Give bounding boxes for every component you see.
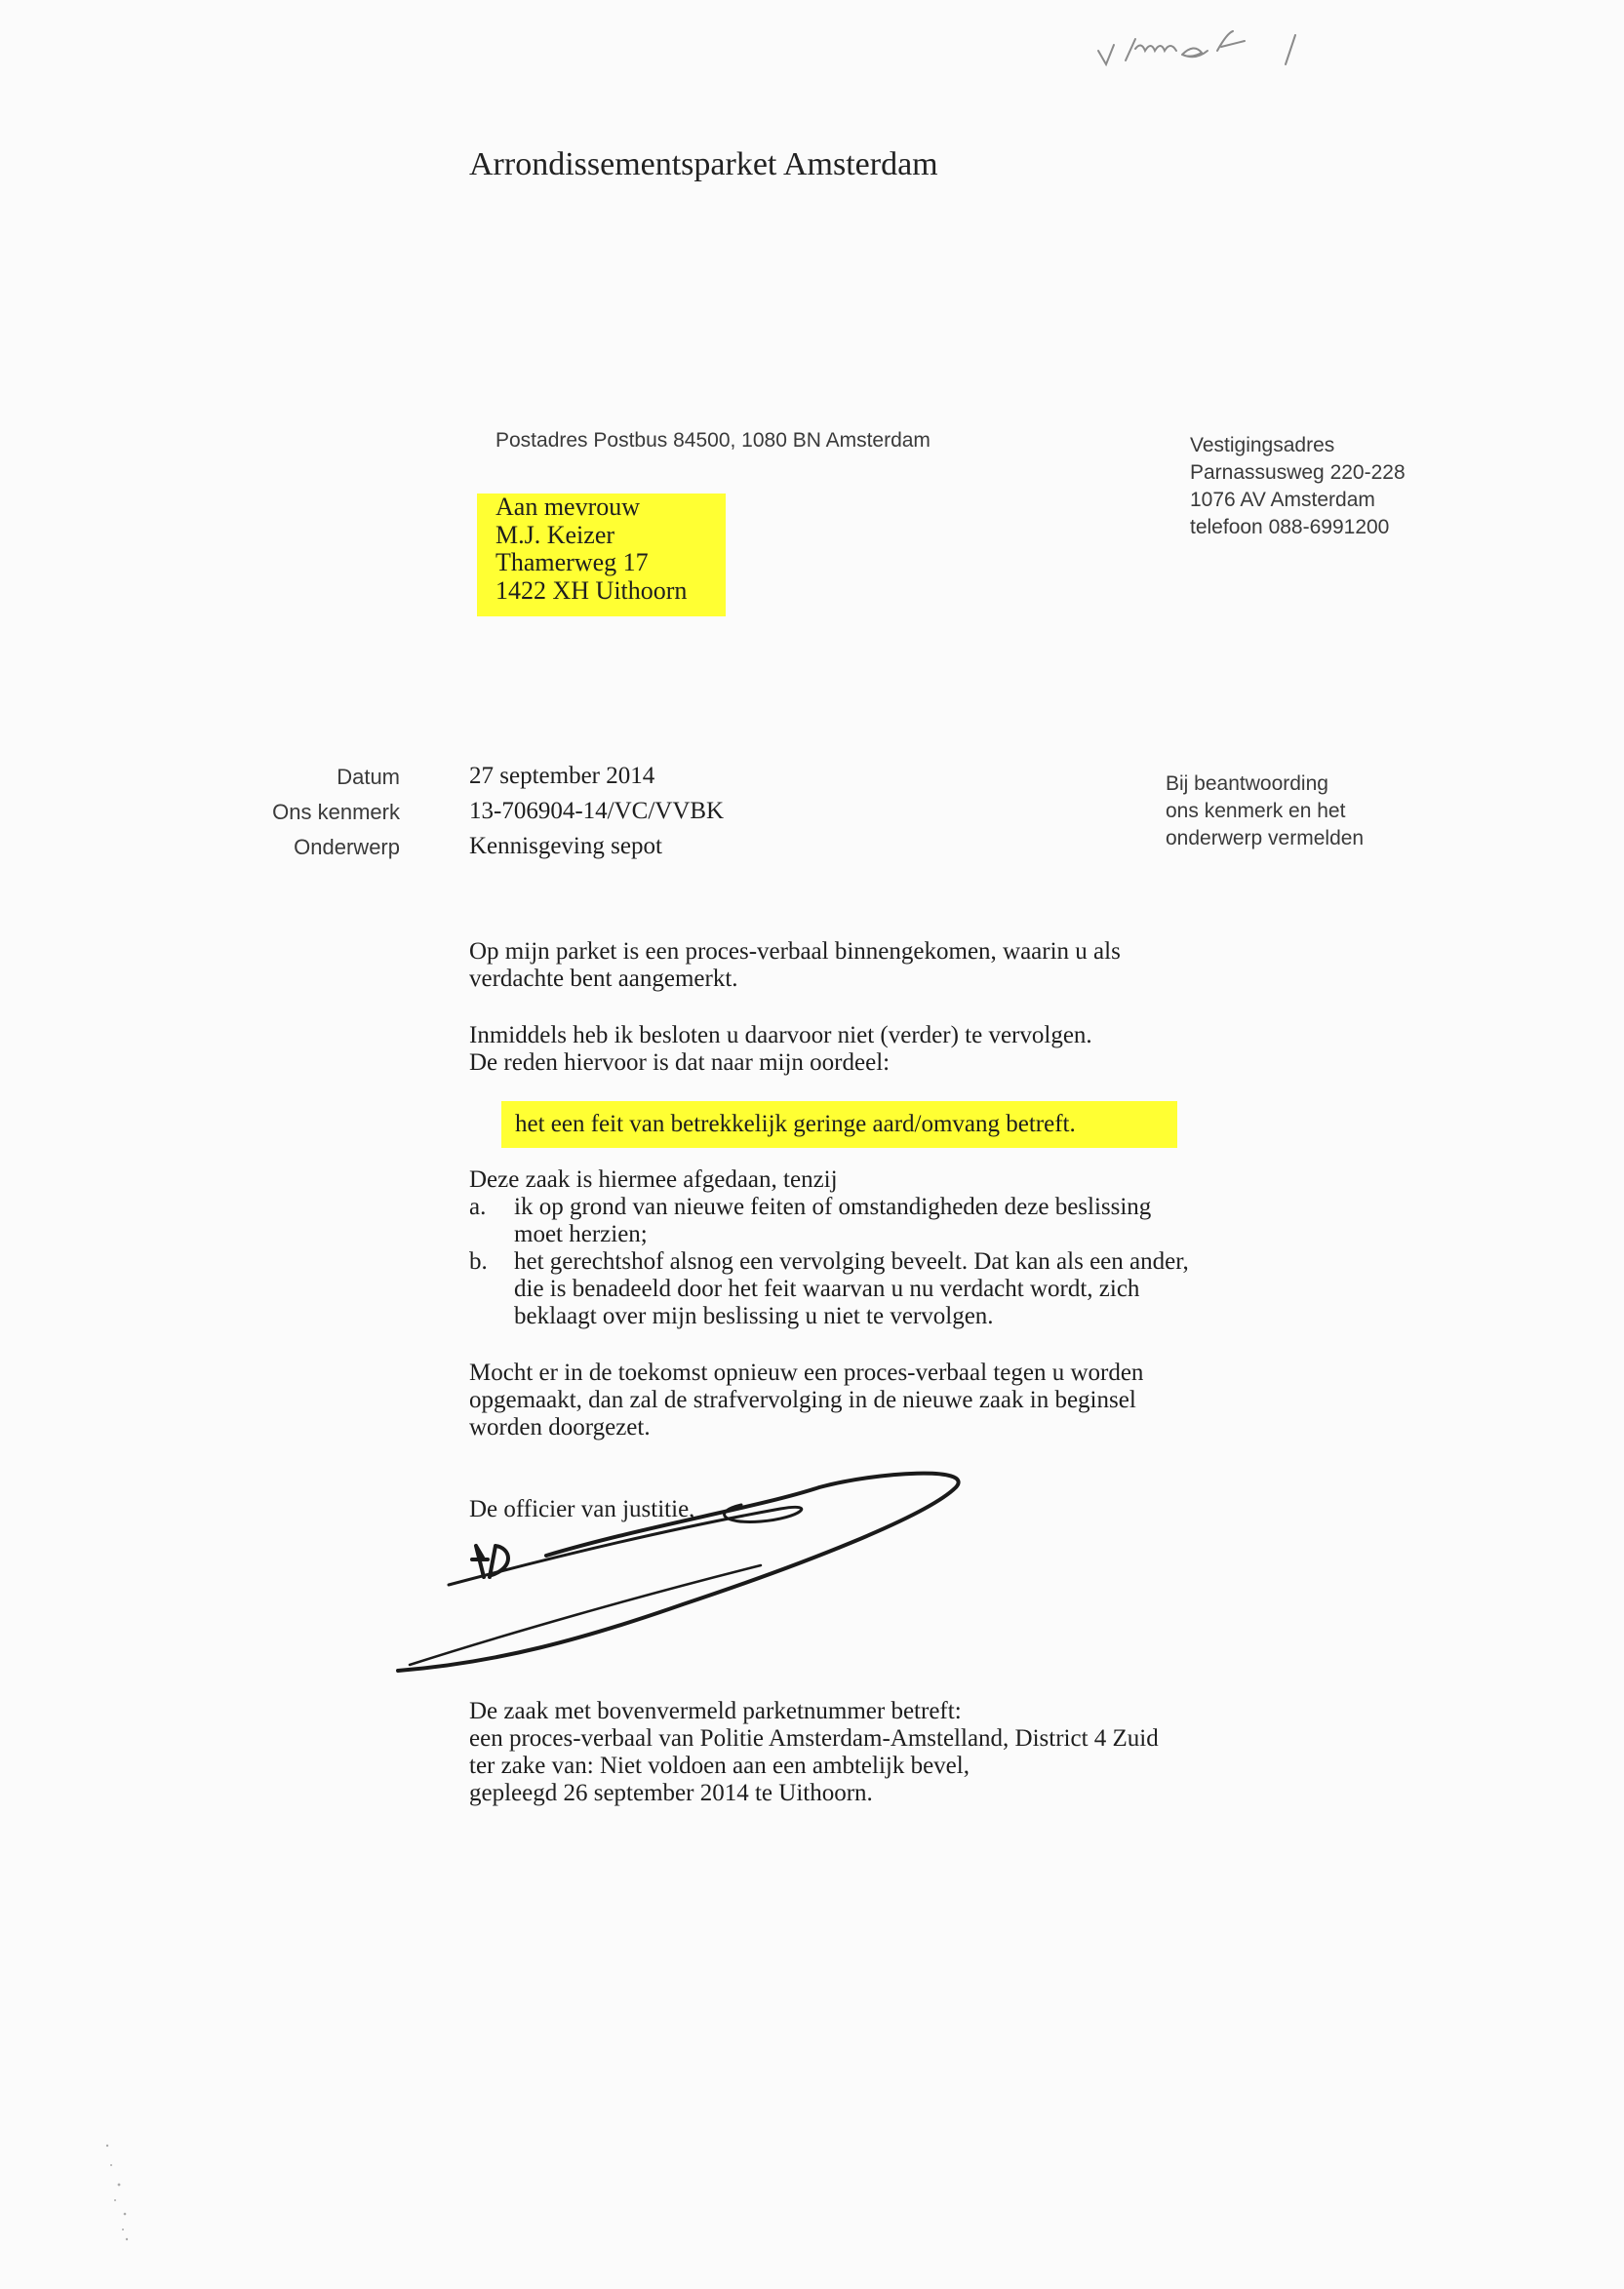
handwritten-annotation — [1092, 21, 1346, 80]
case-info-line: een proces-verbaal van Politie Amsterdam-Amstelland, District 4 Zuid — [469, 1725, 1159, 1752]
paragraph-line: die is benadeeld door het feit waarvan u nu verdacht wordt, zich — [514, 1276, 1140, 1302]
paragraph-conditions — [469, 1166, 1347, 1330]
addressee-block — [477, 493, 726, 616]
case-info-line: ter zake van: Niet voldoen aan een ambtelijk bevel, — [469, 1753, 970, 1779]
paragraph-line: opgemaakt, dan zal de strafvervolging in de nieuwe zaak in beginsel — [469, 1387, 1136, 1413]
paragraph-line: het gerechtshof alsnog een vervolging beveelt. Dat kan als een ander, — [514, 1248, 1189, 1275]
reply-note-line: onderwerp vermelden — [1166, 827, 1365, 849]
condition-item-b — [469, 1248, 1347, 1330]
addressee-name: M.J. Keizer — [495, 520, 615, 549]
case-info-line: De zaak met bovenvermeld parketnummer betreft: — [469, 1698, 962, 1724]
paragraph-decision — [469, 1022, 1347, 1077]
paragraph-line: Op mijn parket is een proces-verbaal binnengekomen, waarin u als — [469, 938, 1121, 965]
location-address-block — [1190, 432, 1406, 541]
paragraph-line: moet herzien; — [514, 1221, 648, 1247]
addressee-salutation: Aan mevrouw — [495, 493, 641, 521]
paragraph-line: Inmiddels heb ik besloten u daarvoor niet (verder) te vervolgen. — [469, 1022, 1092, 1048]
reply-note-line: ons kenmerk en het — [1166, 800, 1346, 822]
paragraph-line: ik op grond van nieuwe feiten of omstandigheden deze beslissing — [514, 1194, 1152, 1220]
location-street: Parnassusweg 220-228 — [1190, 461, 1406, 484]
closing-title: De officier van justitie, — [469, 1496, 695, 1522]
subject-value: Kennisgeving sepot — [469, 833, 662, 859]
addressee-city: 1422 XH Uithoorn — [495, 575, 688, 605]
reference-value: 13-706904-14/VC/VVBK — [469, 798, 725, 824]
reply-note-line: Bij beantwoording — [1166, 772, 1328, 795]
item-letter: b. — [469, 1248, 488, 1275]
date-label: Datum — [337, 765, 400, 789]
location-city: 1076 AV Amsterdam — [1190, 489, 1375, 511]
paragraph-line: De reden hiervoor is dat naar mijn oordeel: — [469, 1049, 891, 1076]
paragraph-line: worden doorgezet. — [469, 1414, 651, 1440]
organization-name: Arrondissementsparket Amsterdam — [469, 146, 938, 182]
case-info-block — [469, 1698, 1347, 1807]
location-phone: telefoon 088-6991200 — [1190, 516, 1390, 538]
paragraph-line: verdachte bent aangemerkt. — [469, 966, 738, 992]
dismissal-reason: het een feit van betrekkelijk geringe aard/omvang betreft. — [501, 1101, 1177, 1148]
reference-label: Ons kenmerk — [272, 800, 400, 824]
item-letter: a. — [469, 1194, 487, 1220]
paragraph-line: Mocht er in de toekomst opnieuw een proces-verbaal tegen u worden — [469, 1360, 1144, 1386]
subject-label: Onderwerp — [294, 835, 400, 859]
location-heading: Vestigingsadres — [1190, 434, 1335, 456]
paragraph-intro — [469, 938, 1347, 993]
paragraph-future — [469, 1360, 1347, 1441]
paragraph-line: beklaagt over mijn beslissing u niet te vervolgen. — [514, 1303, 994, 1329]
reply-instruction — [1166, 770, 1364, 852]
paragraph-line: Deze zaak is hiermee afgedaan, tenzij — [469, 1166, 838, 1193]
signature — [390, 1458, 975, 1682]
scan-artifact — [98, 2136, 156, 2253]
date-value: 27 september 2014 — [469, 763, 655, 789]
condition-item-a — [469, 1194, 1347, 1248]
postal-address: Postadres Postbus 84500, 1080 BN Amsterdam — [495, 429, 931, 452]
case-info-line: gepleegd 26 september 2014 te Uithoorn. — [469, 1780, 873, 1806]
addressee-street: Thamerweg 17 — [495, 548, 649, 576]
